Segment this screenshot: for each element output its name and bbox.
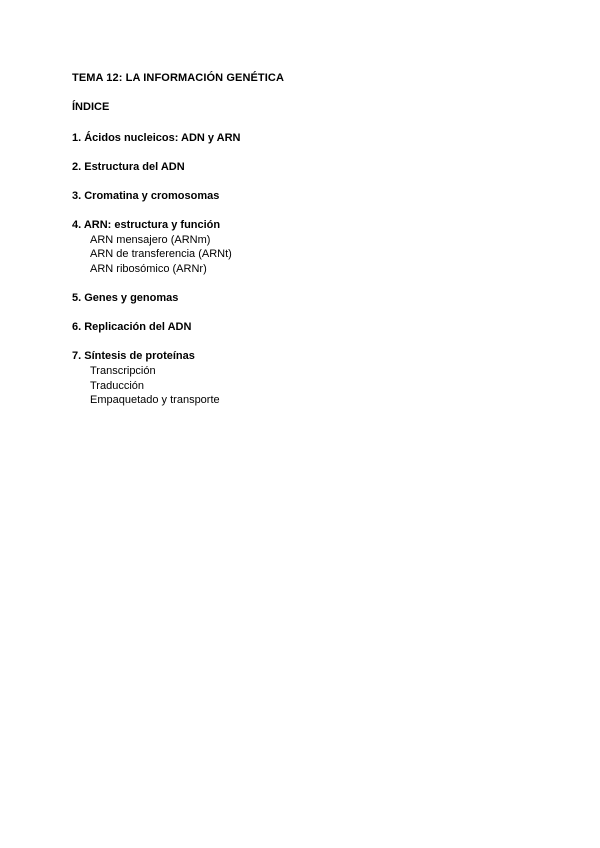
toc-section-title: 5. Genes y genomas bbox=[72, 292, 179, 305]
toc-section-6 bbox=[72, 320, 532, 335]
toc-section-7 bbox=[72, 349, 532, 407]
toc-section-2 bbox=[72, 160, 532, 175]
toc-subitem: ARN de transferencia (ARNt) bbox=[90, 248, 232, 261]
toc-section-5 bbox=[72, 291, 532, 306]
toc-section-title: 2. Estructura del ADN bbox=[72, 161, 185, 174]
toc-section-title: 3. Cromatina y cromosomas bbox=[72, 190, 220, 203]
document-title: TEMA 12: LA INFORMACIÓN GENÉTICA bbox=[72, 72, 284, 84]
index-heading: ÍNDICE bbox=[72, 101, 110, 113]
toc-section-title: 1. Ácidos nucleicos: ADN y ARN bbox=[72, 132, 241, 144]
toc-section-title: 6. Replicación del ADN bbox=[72, 321, 192, 334]
table-of-contents bbox=[72, 131, 532, 422]
toc-subitem: Traducción bbox=[90, 379, 145, 392]
toc-subitem: ARN mensajero (ARNm) bbox=[90, 233, 211, 246]
toc-section-3 bbox=[72, 189, 532, 204]
toc-section-title: 7. Síntesis de proteínas bbox=[72, 350, 195, 363]
toc-subitem: Transcripción bbox=[90, 364, 156, 377]
toc-subitem: Empaquetado y transporte bbox=[90, 394, 220, 407]
toc-subitem: ARN ribosómico (ARNr) bbox=[90, 263, 207, 276]
toc-section-4 bbox=[72, 218, 532, 276]
toc-section-title: 4. ARN: estructura y función bbox=[72, 219, 221, 232]
toc-section-1 bbox=[72, 131, 532, 146]
